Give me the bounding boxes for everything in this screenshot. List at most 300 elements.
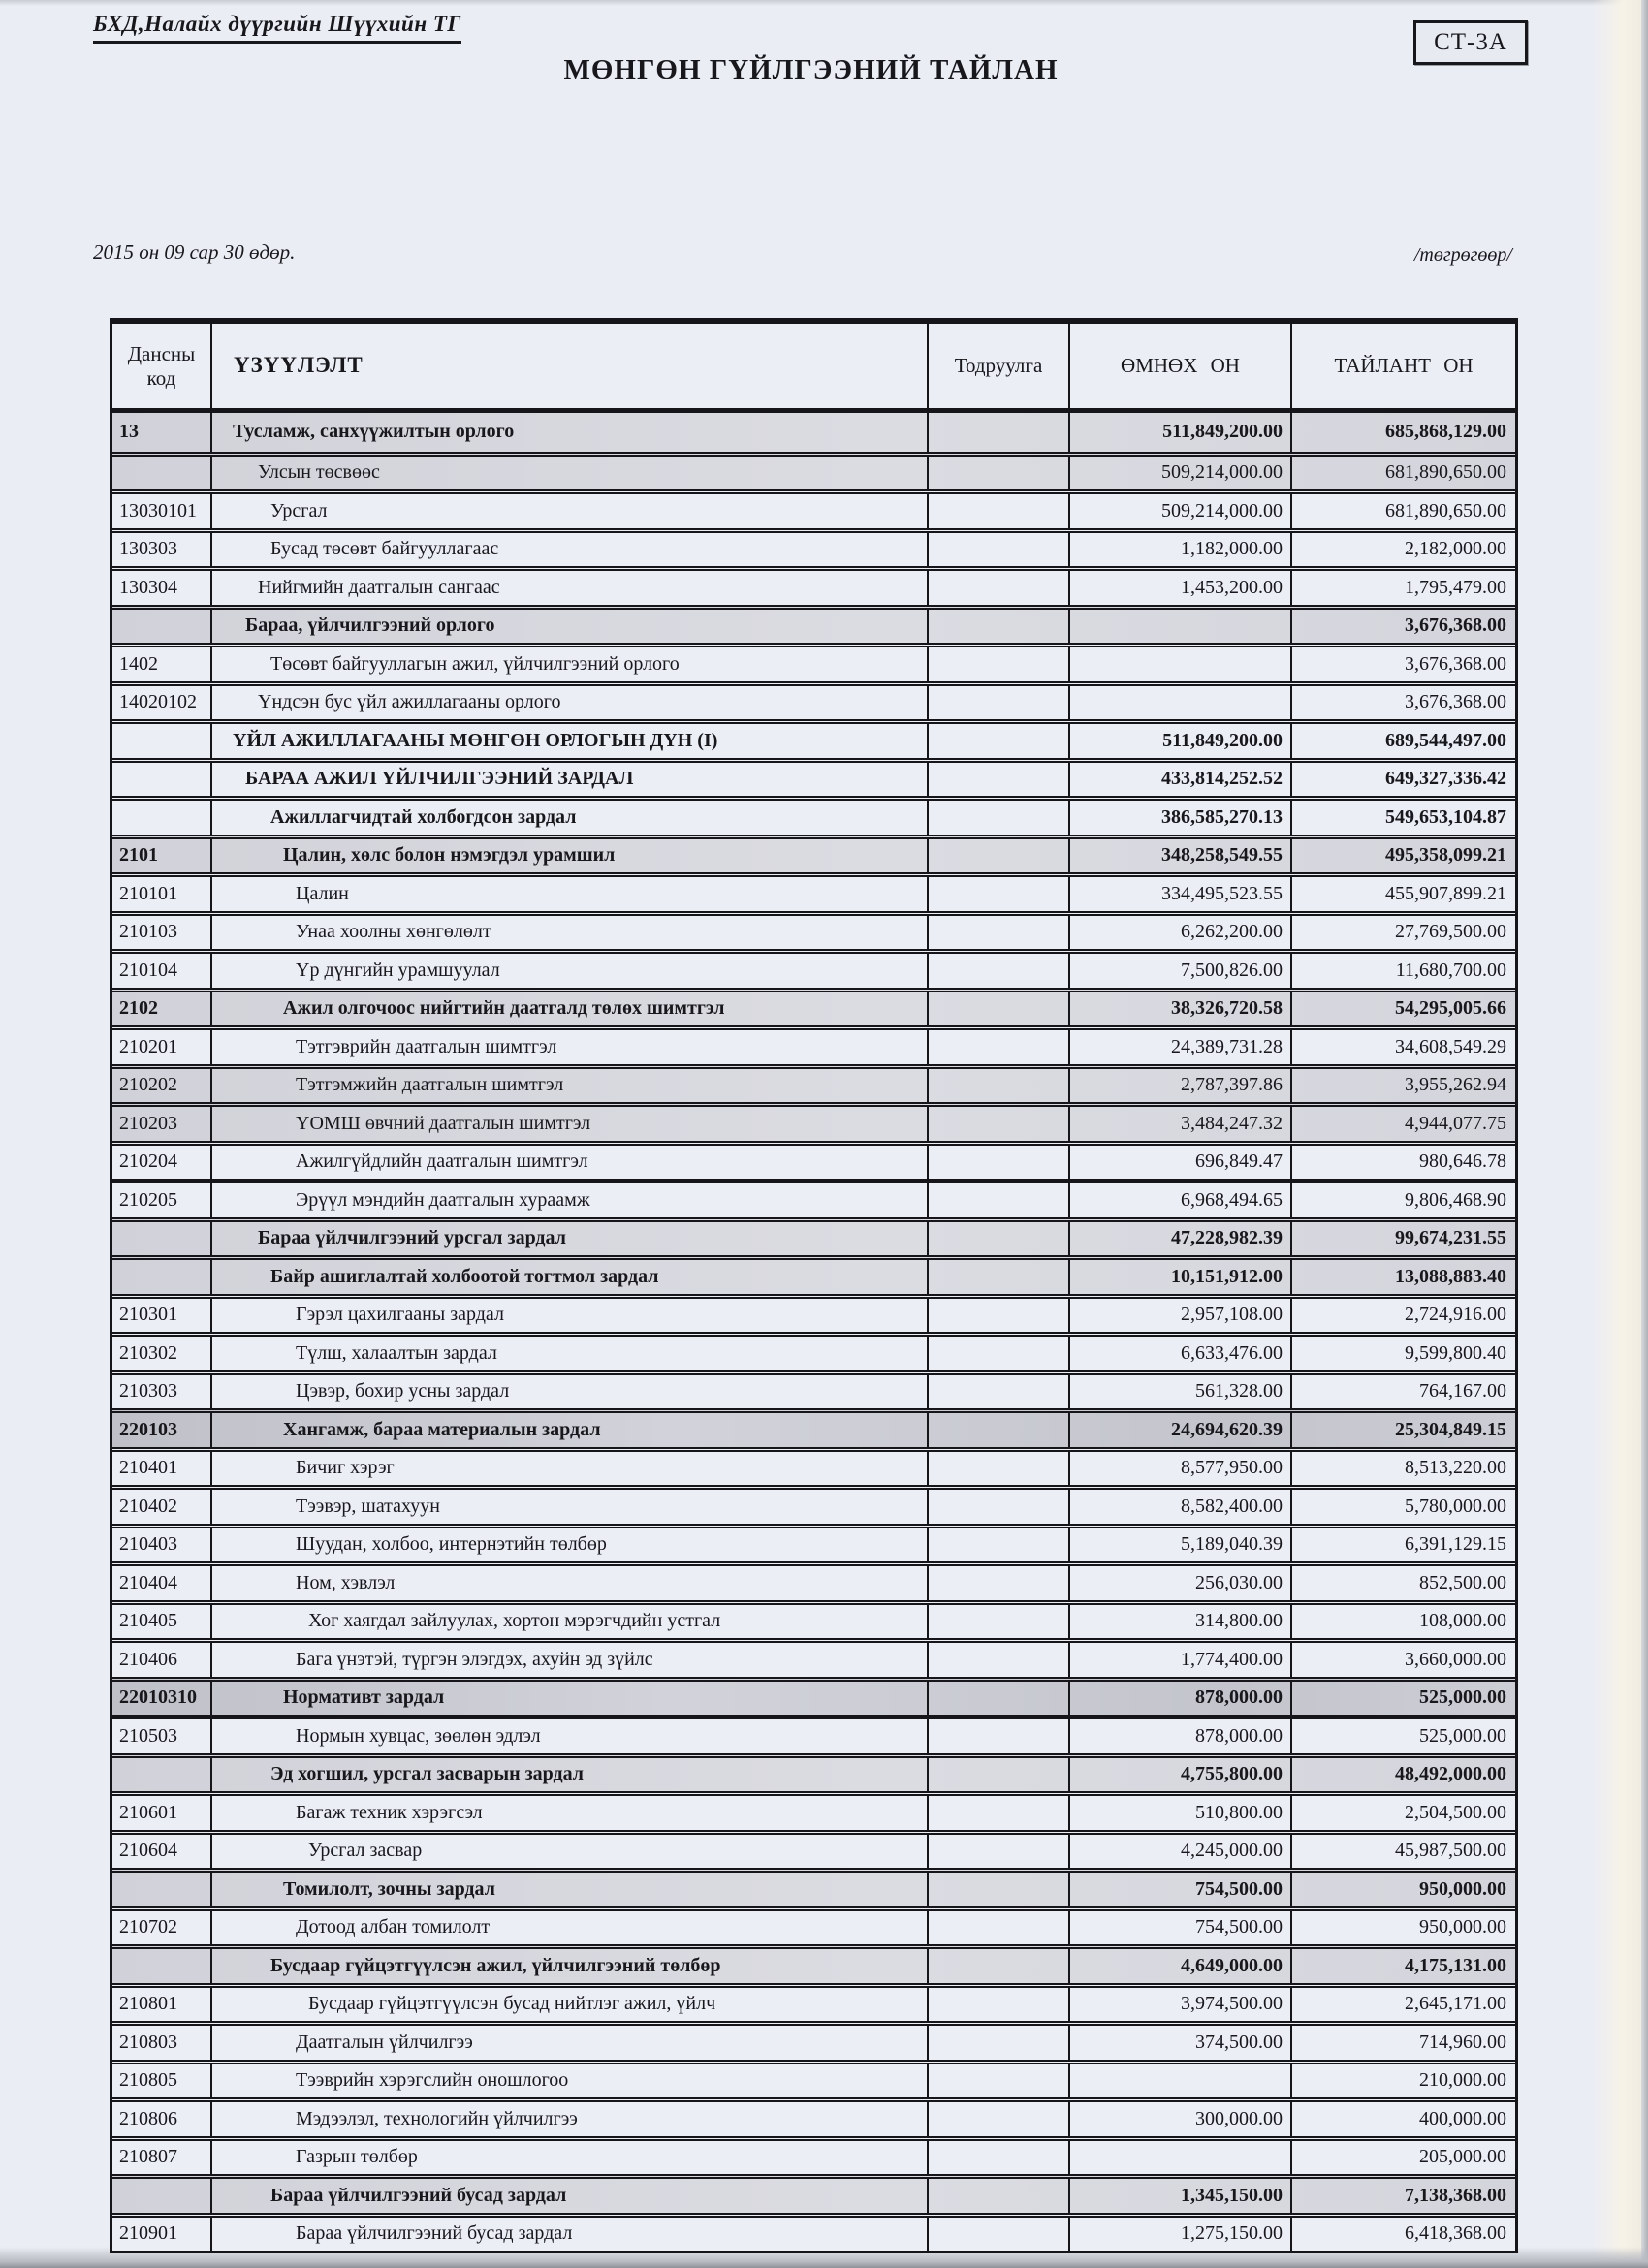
previous-year-value-cell: 511,849,200.00 xyxy=(1070,724,1292,758)
previous-year-value-cell: 8,582,400.00 xyxy=(1070,1490,1292,1524)
note-cell xyxy=(929,1682,1070,1716)
table-body xyxy=(112,413,1515,2251)
previous-year-value-cell: 754,500.00 xyxy=(1070,1873,1292,1906)
indicator-cell: Цалин, хөлс болон нэмэгдэл урамшил xyxy=(212,839,929,873)
report-year-value-cell: 681,890,650.00 xyxy=(1385,499,1506,521)
account-code-cell: 14020102 xyxy=(112,686,212,720)
note-cell xyxy=(929,801,1070,835)
note-cell xyxy=(929,1069,1070,1103)
previous-year-value-cell: 696,849.47 xyxy=(1070,1146,1292,1180)
report-year-value-cell: 2,645,171.00 xyxy=(1405,1993,1506,2015)
account-code-cell xyxy=(112,1758,212,1792)
report-year-value-cell: 689,544,497.00 xyxy=(1385,729,1506,751)
report-year-value-cell: 27,769,500.00 xyxy=(1395,921,1506,943)
note-cell xyxy=(929,686,1070,720)
previous-year-value-cell: 348,258,549.55 xyxy=(1070,839,1292,873)
indicator-cell: Газрын төлбөр xyxy=(212,2141,929,2175)
account-code-cell: 210406 xyxy=(112,1643,212,1677)
report-year-value-cell: 8,513,220.00 xyxy=(1405,1457,1506,1479)
previous-year-value-cell: 561,328.00 xyxy=(1070,1375,1292,1409)
note-cell xyxy=(929,2218,1070,2252)
indicator-cell: Томилолт, зочны зардал xyxy=(212,1873,929,1906)
previous-year-value-cell: 878,000.00 xyxy=(1070,1682,1292,1716)
note-cell xyxy=(929,763,1070,797)
indicator-cell: Хог хаягдал зайлуулах, хортон мэрэгчдийн устгал xyxy=(212,1605,929,1639)
note-cell xyxy=(929,1719,1070,1753)
previous-year-value-cell: 754,500.00 xyxy=(1070,1911,1292,1945)
account-code-cell: 210503 xyxy=(112,1719,212,1753)
note-cell xyxy=(929,571,1070,605)
table-row xyxy=(112,1715,1515,1753)
note-cell xyxy=(929,1030,1070,1064)
report-year-value-cell: 714,960.00 xyxy=(1419,2031,1506,2053)
report-year-value-cell: 549,653,104.87 xyxy=(1385,805,1506,828)
report-year-value-cell: 950,000.00 xyxy=(1419,1916,1506,1938)
report-date: 2015 он 09 сар 30 өдөр. xyxy=(93,240,296,264)
table-row xyxy=(112,1064,1515,1103)
report-year-value-cell: 2,724,916.00 xyxy=(1405,1304,1506,1326)
note-cell xyxy=(929,1375,1070,1409)
indicator-cell: Ажил олгочоос нийгтийн даатгалд төлөх шимтгэл xyxy=(212,992,929,1026)
note-cell xyxy=(929,1183,1070,1217)
indicator-cell: Нийгмийн даатгалын сангаас xyxy=(212,571,929,605)
report-year-value-cell: 3,955,262.94 xyxy=(1405,1074,1506,1096)
account-code-cell: 13 xyxy=(112,413,212,452)
note-cell xyxy=(929,533,1070,567)
previous-year-value-cell xyxy=(1070,610,1292,644)
indicator-cell: Тэтгэмжийн даатгалын шимтгэл xyxy=(212,1069,929,1103)
previous-year-value-cell: 4,649,000.00 xyxy=(1070,1949,1292,1983)
account-code-cell xyxy=(112,763,212,797)
indicator-cell: Үр дүнгийн урамшуулал xyxy=(212,954,929,988)
report-year-value-cell: 5,780,000.00 xyxy=(1405,1495,1506,1517)
account-code-cell xyxy=(112,1260,212,1294)
account-code-cell: 210104 xyxy=(112,954,212,988)
indicator-cell: Ном, хэвлэл xyxy=(212,1566,929,1600)
indicator-cell: Бичиг хэрэг xyxy=(212,1452,929,1486)
account-code-cell xyxy=(112,724,212,758)
account-code-cell: 210805 xyxy=(112,2064,212,2098)
account-code-cell: 210403 xyxy=(112,1528,212,1562)
account-code-cell: 210901 xyxy=(112,2218,212,2252)
account-code-cell: 210101 xyxy=(112,877,212,911)
previous-year-value-cell: 1,182,000.00 xyxy=(1070,533,1292,567)
table-row xyxy=(112,2021,1515,2060)
table-row xyxy=(112,2174,1515,2213)
note-cell xyxy=(929,1107,1070,1141)
previous-year-value-cell: 24,694,620.39 xyxy=(1070,1413,1292,1447)
note-cell xyxy=(929,1873,1070,1906)
table-row xyxy=(112,988,1515,1026)
indicator-cell: Эрүүл мэндийн даатгалын хураамж xyxy=(212,1183,929,1217)
scan-top-shadow xyxy=(0,0,1648,6)
report-year-value-cell: 54,295,005.66 xyxy=(1395,997,1506,1020)
indicator-cell: Түлш, халаалтын зардал xyxy=(212,1337,929,1370)
previous-year-value-cell: 6,633,476.00 xyxy=(1070,1337,1292,1370)
indicator-cell: Унаа хоолны хөнгөлөлт xyxy=(212,916,929,950)
note-cell xyxy=(929,1528,1070,1562)
indicator-cell: Цэвэр, бохир усны зардал xyxy=(212,1375,929,1409)
table-row xyxy=(112,1294,1515,1333)
table-row xyxy=(112,452,1515,490)
column-header-report-year: ТАЙЛАНТ ОН xyxy=(1334,354,1474,378)
previous-year-value-cell: 5,189,040.39 xyxy=(1070,1528,1292,1562)
previous-year-value-cell: 2,787,397.86 xyxy=(1070,1069,1292,1103)
note-cell xyxy=(929,2026,1070,2060)
indicator-cell: Дотоод албан томилолт xyxy=(212,1911,929,1945)
previous-year-value-cell: 386,585,270.13 xyxy=(1070,801,1292,835)
indicator-cell: Эд хогшил, урсгал засварын зардал xyxy=(212,1758,929,1792)
table-row xyxy=(112,1217,1515,1256)
account-code-cell xyxy=(112,1222,212,1256)
previous-year-value-cell: 4,755,800.00 xyxy=(1070,1758,1292,1792)
account-code-cell: 210103 xyxy=(112,916,212,950)
report-year-value-cell: 7,138,368.00 xyxy=(1405,2184,1506,2206)
note-cell xyxy=(929,413,1070,452)
indicator-cell: БАРАА АЖИЛ ҮЙЛЧИЛГЭЭНИЙ ЗАРДАЛ xyxy=(212,763,929,797)
indicator-cell: Бага үнэтэй, түргэн элэгдэх, ахуйн эд зүйлс xyxy=(212,1643,929,1677)
table-row xyxy=(112,835,1515,873)
table-row xyxy=(112,1255,1515,1294)
note-cell xyxy=(929,1566,1070,1600)
note-cell xyxy=(929,1605,1070,1639)
report-year-value-cell: 685,868,129.00 xyxy=(1385,421,1506,443)
report-year-value-cell: 6,418,368.00 xyxy=(1405,2222,1506,2245)
indicator-cell: Нормативт зардал xyxy=(212,1682,929,1716)
previous-year-value-cell: 433,814,252.52 xyxy=(1070,763,1292,797)
indicator-cell: Багаж техник хэрэгсэл xyxy=(212,1796,929,1830)
table-row xyxy=(112,2097,1515,2136)
form-code-badge: СТ-3А xyxy=(1413,20,1528,65)
account-code-cell: 210303 xyxy=(112,1375,212,1409)
note-cell xyxy=(929,954,1070,988)
column-header-indicator: ҮЗҮҮЛЭЛТ xyxy=(212,324,929,408)
indicator-cell: Ажиллагчидтай холбогдсон зардал xyxy=(212,801,929,835)
table-row xyxy=(112,605,1515,644)
indicator-cell: Тэтгэврийн даатгалын шимтгэл xyxy=(212,1030,929,1064)
report-year-value-cell: 852,500.00 xyxy=(1419,1571,1506,1593)
report-year-value-cell: 2,504,500.00 xyxy=(1405,1801,1506,1823)
indicator-cell: Тээвэр, шатахуун xyxy=(212,1490,929,1524)
account-code-cell: 210204 xyxy=(112,1146,212,1180)
report-year-value-cell: 45,987,500.00 xyxy=(1395,1840,1506,1862)
note-cell xyxy=(929,724,1070,758)
previous-year-value-cell: 300,000.00 xyxy=(1070,2102,1292,2136)
account-code-cell xyxy=(112,1873,212,1906)
table-row xyxy=(112,681,1515,720)
table-row xyxy=(112,1638,1515,1677)
report-year-value-cell: 3,676,368.00 xyxy=(1405,614,1506,637)
note-cell xyxy=(929,1796,1070,1830)
note-cell xyxy=(929,1988,1070,2022)
account-code-cell: 210203 xyxy=(112,1107,212,1141)
table-row xyxy=(112,1332,1515,1370)
previous-year-value-cell: 10,151,912.00 xyxy=(1070,1260,1292,1294)
organization-name: БХД,Налайх дүүргийн Шүүхийн ТГ xyxy=(93,12,461,44)
report-year-value-cell: 210,000.00 xyxy=(1419,2069,1506,2092)
report-title: МӨНГӨН ГҮЙЛГЭЭНИЙ ТАЙЛАН xyxy=(563,54,1059,85)
previous-year-value-cell: 4,245,000.00 xyxy=(1070,1835,1292,1869)
table-row xyxy=(112,1791,1515,1830)
table-row xyxy=(112,758,1515,797)
previous-year-value-cell: 511,849,200.00 xyxy=(1070,413,1292,452)
table-row xyxy=(112,1179,1515,1217)
note-cell xyxy=(929,2102,1070,2136)
report-year-value-cell: 3,676,368.00 xyxy=(1405,691,1506,713)
table-row xyxy=(112,1141,1515,1180)
account-code-cell: 210404 xyxy=(112,1566,212,1600)
previous-year-value-cell: 6,968,494.65 xyxy=(1070,1183,1292,1217)
report-year-value-cell: 4,944,077.75 xyxy=(1405,1112,1506,1134)
previous-year-value-cell: 8,577,950.00 xyxy=(1070,1452,1292,1486)
report-year-value-cell: 11,680,700.00 xyxy=(1395,959,1506,981)
report-year-value-cell: 34,608,549.29 xyxy=(1395,1035,1506,1057)
indicator-cell: Бараа үйлчилгээний урсгал зардал xyxy=(212,1222,929,1256)
report-year-value-cell: 9,806,468.90 xyxy=(1405,1188,1506,1211)
report-year-value-cell: 980,646.78 xyxy=(1419,1150,1506,1173)
note-cell xyxy=(929,647,1070,681)
previous-year-value-cell xyxy=(1070,647,1292,681)
table-row xyxy=(112,1753,1515,1792)
table-row xyxy=(112,1524,1515,1562)
table-row xyxy=(112,1600,1515,1639)
account-code-cell: 210604 xyxy=(112,1835,212,1869)
account-code-cell: 130303 xyxy=(112,533,212,567)
report-year-value-cell: 1,795,479.00 xyxy=(1405,576,1506,598)
indicator-cell: Тээврийн хэрэгслийн оношлогоо xyxy=(212,2064,929,2098)
account-code-cell: 210801 xyxy=(112,1988,212,2022)
note-cell xyxy=(929,1490,1070,1524)
account-code-cell: 210402 xyxy=(112,1490,212,1524)
table-row xyxy=(112,1561,1515,1600)
table-row xyxy=(112,528,1515,567)
account-code-cell xyxy=(112,1949,212,1983)
account-code-cell: 210806 xyxy=(112,2102,212,2136)
table-row xyxy=(112,1025,1515,1064)
table-row xyxy=(112,1370,1515,1409)
account-code-cell xyxy=(112,2179,212,2213)
previous-year-value-cell: 509,214,000.00 xyxy=(1070,494,1292,528)
report-year-value-cell: 764,167.00 xyxy=(1419,1380,1506,1402)
indicator-cell: Нормын хувцас, зөөлөн эдлэл xyxy=(212,1719,929,1753)
previous-year-value-cell: 334,495,523.55 xyxy=(1070,877,1292,911)
table-row xyxy=(112,1983,1515,2022)
report-year-value-cell: 48,492,000.00 xyxy=(1395,1763,1506,1785)
indicator-cell: Байр ашиглалтай холбоотой тогтмол зардал xyxy=(212,1260,929,1294)
table-row xyxy=(112,643,1515,681)
note-cell xyxy=(929,877,1070,911)
note-cell xyxy=(929,2141,1070,2175)
table-row xyxy=(112,1677,1515,1716)
note-cell xyxy=(929,2179,1070,2213)
table-row xyxy=(112,2213,1515,2252)
account-code-cell: 210702 xyxy=(112,1911,212,1945)
table-row xyxy=(112,566,1515,605)
cash-flow-table xyxy=(110,318,1518,2253)
account-code-cell: 13030101 xyxy=(112,494,212,528)
note-cell xyxy=(929,1146,1070,1180)
table-row xyxy=(112,413,1515,452)
indicator-cell: Төсөвт байгууллагын ажил, үйлчилгээний орлого xyxy=(212,647,929,681)
table-row xyxy=(112,1868,1515,1906)
previous-year-value-cell: 3,484,247.32 xyxy=(1070,1107,1292,1141)
account-code-cell: 130304 xyxy=(112,571,212,605)
report-year-value-cell: 6,391,129.15 xyxy=(1405,1533,1506,1556)
previous-year-value-cell: 24,389,731.28 xyxy=(1070,1030,1292,1064)
table-row xyxy=(112,489,1515,528)
report-year-value-cell: 205,000.00 xyxy=(1419,2146,1506,2168)
account-code-cell xyxy=(112,457,212,490)
table-row xyxy=(112,1408,1515,1447)
account-code-cell: 1402 xyxy=(112,647,212,681)
table-row xyxy=(112,2060,1515,2098)
report-year-value-cell: 525,000.00 xyxy=(1419,1724,1506,1747)
note-cell xyxy=(929,494,1070,528)
previous-year-value-cell: 1,453,200.00 xyxy=(1070,571,1292,605)
report-year-value-cell: 681,890,650.00 xyxy=(1385,461,1506,484)
report-year-value-cell: 108,000.00 xyxy=(1419,1610,1506,1632)
previous-year-value-cell xyxy=(1070,2141,1292,2175)
report-year-value-cell: 3,676,368.00 xyxy=(1405,652,1506,675)
account-code-cell: 210202 xyxy=(112,1069,212,1103)
account-code-cell: 2101 xyxy=(112,839,212,873)
previous-year-value-cell: 374,500.00 xyxy=(1070,2026,1292,2060)
account-code-cell xyxy=(112,801,212,835)
previous-year-value-cell: 1,345,150.00 xyxy=(1070,2179,1292,2213)
table-row xyxy=(112,1102,1515,1141)
table-row xyxy=(112,949,1515,988)
report-year-value-cell: 99,674,231.55 xyxy=(1395,1227,1506,1249)
note-cell xyxy=(929,1452,1070,1486)
table-row xyxy=(112,1830,1515,1869)
indicator-cell: Гэрэл цахилгааны зардал xyxy=(212,1299,929,1333)
indicator-cell: Мэдээлэл, технологийн үйлчилгээ xyxy=(212,2102,929,2136)
report-year-value-cell: 4,175,131.00 xyxy=(1405,1954,1506,1976)
indicator-cell: Цалин xyxy=(212,877,929,911)
scan-right-strip xyxy=(1592,0,1648,2268)
indicator-cell: Тусламж, санхүүжилтын орлого xyxy=(212,413,929,452)
previous-year-value-cell: 38,326,720.58 xyxy=(1070,992,1292,1026)
table-row xyxy=(112,1447,1515,1486)
table-row xyxy=(112,2136,1515,2175)
note-cell xyxy=(929,1643,1070,1677)
table-header-row xyxy=(112,324,1515,413)
indicator-cell: Үндсэн бус үйл ажиллагааны орлого xyxy=(212,686,929,720)
note-cell xyxy=(929,916,1070,950)
report-year-value-cell: 13,088,883.40 xyxy=(1395,1265,1506,1287)
note-cell xyxy=(929,1222,1070,1256)
indicator-cell: Бараа үйлчилгээний бусад зардал xyxy=(212,2218,929,2252)
previous-year-value-cell: 6,262,200.00 xyxy=(1070,916,1292,950)
previous-year-value-cell: 1,275,150.00 xyxy=(1070,2218,1292,2252)
indicator-cell: Бусдаар гүйцэтгүүлсэн ажил, үйлчилгээний төлбөр xyxy=(212,1949,929,1983)
previous-year-value-cell: 510,800.00 xyxy=(1070,1796,1292,1830)
indicator-cell: Бараа, үйлчилгээний орлого xyxy=(212,610,929,644)
indicator-cell: Ажилгүйдлийн даатгалын шимтгэл xyxy=(212,1146,929,1180)
column-header-previous-year: ӨМНӨХ ОН xyxy=(1070,324,1292,408)
report-year-value-cell: 525,000.00 xyxy=(1419,1686,1506,1709)
previous-year-value-cell: 256,030.00 xyxy=(1070,1566,1292,1600)
indicator-cell: Урсгал засвар xyxy=(212,1835,929,1869)
report-year-value-cell: 3,660,000.00 xyxy=(1405,1648,1506,1670)
account-code-cell xyxy=(112,610,212,644)
table-row xyxy=(112,911,1515,950)
table-row xyxy=(112,1485,1515,1524)
indicator-cell: Бараа үйлчилгээний бусад зардал xyxy=(212,2179,929,2213)
note-cell xyxy=(929,992,1070,1026)
table-row xyxy=(112,719,1515,758)
note-cell xyxy=(929,1413,1070,1447)
account-code-cell: 210807 xyxy=(112,2141,212,2175)
account-code-cell: 210201 xyxy=(112,1030,212,1064)
note-cell xyxy=(929,1337,1070,1370)
account-code-cell: 210405 xyxy=(112,1605,212,1639)
indicator-cell: Шуудан, холбоо, интернэтийн төлбөр xyxy=(212,1528,929,1562)
previous-year-value-cell: 314,800.00 xyxy=(1070,1605,1292,1639)
note-cell xyxy=(929,1911,1070,1945)
note-cell xyxy=(929,457,1070,490)
table-row xyxy=(112,796,1515,835)
previous-year-value-cell: 47,228,982.39 xyxy=(1070,1222,1292,1256)
previous-year-value-cell: 878,000.00 xyxy=(1070,1719,1292,1753)
account-code-cell: 220103 xyxy=(112,1413,212,1447)
previous-year-value-cell: 1,774,400.00 xyxy=(1070,1643,1292,1677)
account-code-cell: 210803 xyxy=(112,2026,212,2060)
note-cell xyxy=(929,1949,1070,1983)
account-code-cell: 210302 xyxy=(112,1337,212,1370)
indicator-cell: Бусад төсөвт байгууллагаас xyxy=(212,533,929,567)
indicator-cell: Урсгал xyxy=(212,494,929,528)
account-code-cell: 210205 xyxy=(112,1183,212,1217)
note-cell xyxy=(929,1299,1070,1333)
scan-right-edge-shadow xyxy=(1641,0,1648,2268)
report-year-value-cell: 2,182,000.00 xyxy=(1405,538,1506,560)
note-cell xyxy=(929,610,1070,644)
indicator-cell: Хангамж, бараа материалын зардал xyxy=(212,1413,929,1447)
previous-year-value-cell: 509,214,000.00 xyxy=(1070,457,1292,490)
previous-year-value-cell xyxy=(1070,2064,1292,2098)
note-cell xyxy=(929,839,1070,873)
indicator-cell: ҮОМШ өвчний даатгалын шимтгэл xyxy=(212,1107,929,1141)
report-year-value-cell: 495,358,099.21 xyxy=(1385,844,1506,866)
previous-year-value-cell xyxy=(1070,686,1292,720)
account-code-cell: 22010310 xyxy=(112,1682,212,1716)
account-code-cell: 210301 xyxy=(112,1299,212,1333)
note-cell xyxy=(929,1758,1070,1792)
report-year-value-cell: 455,907,899.21 xyxy=(1385,882,1506,904)
table-row xyxy=(112,1906,1515,1945)
note-cell xyxy=(929,2064,1070,2098)
indicator-cell: Даатгалын үйлчилгээ xyxy=(212,2026,929,2060)
report-year-value-cell: 649,327,336.42 xyxy=(1385,768,1506,790)
previous-year-value-cell: 2,957,108.00 xyxy=(1070,1299,1292,1333)
report-year-value-cell: 400,000.00 xyxy=(1419,2107,1506,2129)
indicator-cell: Улсын төсвөөс xyxy=(212,457,929,490)
currency-note: /төгрөгөөр/ xyxy=(1413,244,1512,266)
indicator-cell: ҮЙЛ АЖИЛЛАГААНЫ МӨНГӨН ОРЛОГЫН ДҮН (I) xyxy=(212,724,929,758)
account-code-cell: 210601 xyxy=(112,1796,212,1830)
account-code-cell: 210401 xyxy=(112,1452,212,1486)
report-year-value-cell: 9,599,800.40 xyxy=(1405,1341,1506,1364)
column-header-account-code: Дансны код xyxy=(112,324,212,408)
table-row xyxy=(112,1944,1515,1983)
note-cell xyxy=(929,1835,1070,1869)
previous-year-value-cell: 3,974,500.00 xyxy=(1070,1988,1292,2022)
previous-year-value-cell: 7,500,826.00 xyxy=(1070,954,1292,988)
note-cell xyxy=(929,1260,1070,1294)
report-year-value-cell: 25,304,849.15 xyxy=(1395,1418,1506,1440)
indicator-cell: Бусдаар гүйцэтгүүлсэн бусад нийтлэг ажил, үйлч xyxy=(212,1988,929,2022)
